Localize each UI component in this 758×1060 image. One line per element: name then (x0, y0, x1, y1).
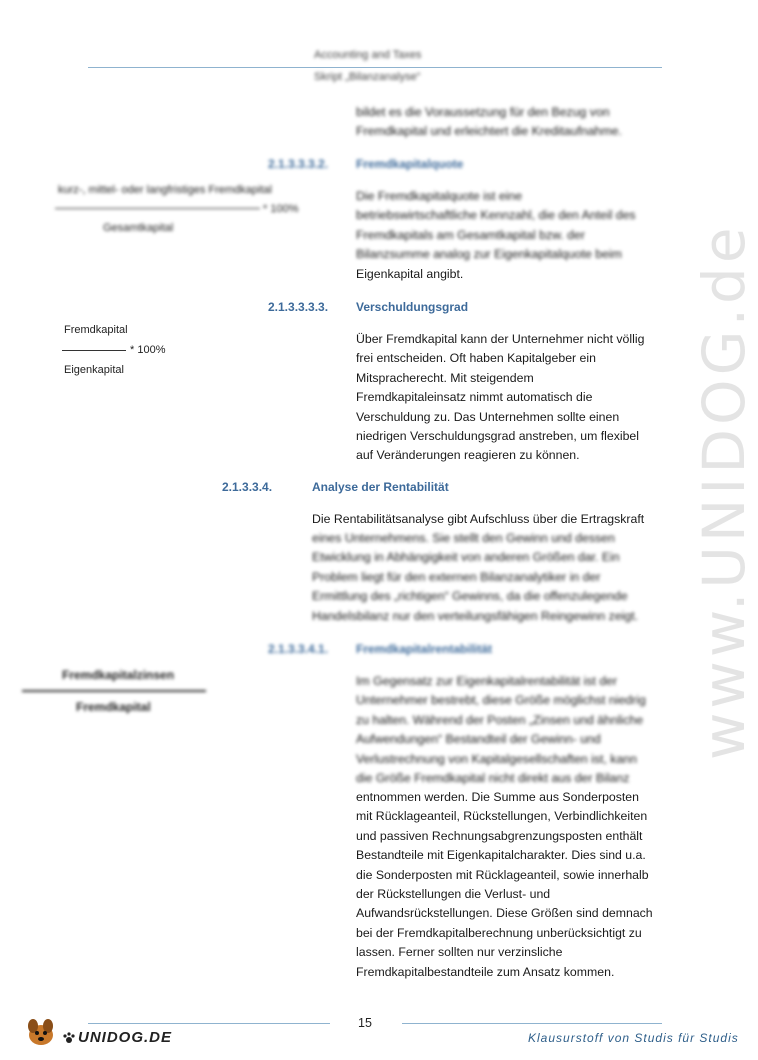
section-number: 2.1.3.3.3.3. (268, 300, 329, 314)
section-title: Fremdkapitalquote (356, 157, 464, 171)
section-title: Fremdkapitalrentabilität (356, 642, 493, 656)
fraction-line (62, 350, 126, 351)
text-line: Die Fremdkapitalquote ist eine (356, 189, 523, 203)
text-line: Fremdkapital und erleichtert die Kreditaufnahme. (356, 124, 622, 139)
text-line: entnommen werden. Die Summe aus Sonderposten (356, 790, 639, 804)
header-title: Accounting and Taxes (314, 49, 422, 61)
text-line: Die Rentabilitätsanalyse gibt Aufschluss über die Ertragskraft (312, 512, 645, 526)
text-line: frei entscheiden. Oft haben Kapitalgeber ein (356, 351, 596, 366)
header-subtitle: Skript „Bilanzanalyse“ (314, 71, 421, 83)
verschuldungsgrad-paragraph (356, 330, 644, 466)
fremdkapitalquote-paragraph (356, 187, 636, 265)
text-line: Verlustrechnung von Kapitalgesellschaften ist, kann (356, 751, 637, 766)
formula-numerator: Fremdkapitalzinsen (62, 668, 175, 682)
text-line: die Sonderposten mit Rücklageanteil, sowie innerhalb (356, 867, 649, 882)
formula-factor: * 100% (130, 344, 166, 356)
section-title: Verschuldungsgrad (356, 300, 469, 314)
text-line: betriebswirtschaftliche Kennzahl, die den Anteil des (356, 208, 636, 223)
formula-denominator: Eigenkapital (64, 364, 124, 376)
text-line: niedrigen Verschuldungsgrad anstreben, um flexibel (356, 429, 640, 444)
text-line: Etwicklung in Abhängigkeit von anderen Größen dar. Ein (312, 550, 620, 565)
formula-numerator: Fremdkapital (64, 324, 128, 336)
text-line: zu halten. Während der Posten „Zinsen und ähnliche (356, 712, 644, 727)
text-line: Bestandteile mit Eigenkapitalcharakter. Dies sind u.a. (356, 848, 646, 863)
text-line: Bilanzsumme analog zur Eigenkapitalquote beim (356, 247, 622, 262)
paw-icon (62, 1031, 76, 1045)
text-line: Ermittlung des „richtigen“ Gewinns, da die offenzulegende (312, 589, 628, 604)
section-title: Analyse der Rentabilität (312, 480, 449, 494)
text-line: Über Fremdkapital kann der Unternehmer nicht völlig (356, 332, 645, 346)
text-line: Eigenkapital angibt. (356, 267, 464, 281)
top-paragraph (356, 103, 622, 142)
text-line: Fremdkapitaleinsatz nimmt automatisch die (356, 390, 593, 405)
text-line: bildet es die Voraussetzung für den Bezug von (356, 105, 610, 119)
fraction-line (22, 690, 206, 692)
rentabilitaet-paragraph (312, 529, 638, 626)
text-line: Unternehmer bestrebt, diese Größe möglichst niedrig (356, 693, 646, 708)
text-line: Problem liegt für den externen Bilanzanalytiker in der (312, 569, 601, 584)
text-line: Verschuldung zu. Das Unternehmen sollte einen (356, 409, 620, 424)
text-line: eines Unternehmens. Sie stellt den Gewinn und dessen (312, 531, 615, 545)
text-line: der Rückstellungen die Verlust- und (356, 887, 551, 902)
text-line: Mitspracherecht. Mit steigendem (356, 370, 534, 385)
text-line: Im Gegensatz zur Eigenkapitalrentabilität ist der (356, 674, 618, 688)
text-line: auf Veränderungen reagieren zu können. (356, 448, 580, 463)
text-line: mit Rücklageanteil, Rückstellungen, Verbindlichkeiten (356, 809, 648, 824)
text-line: Fremdkapitalbestandteile zum Ansatz kommen. (356, 964, 615, 979)
formula-factor: * 100% (263, 203, 299, 215)
fk-rent-paragraph (356, 788, 653, 982)
fk-rent-paragraph-blurred (356, 672, 646, 788)
section-number: 2.1.3.3.4.1. (268, 642, 329, 656)
footer-tagline: Klausurstoff von Studis für Studis (528, 1031, 739, 1045)
formula-denominator: Fremdkapital (76, 700, 151, 714)
text-line: lassen. Ferner sollten nur verzinsliche (356, 945, 563, 960)
text-line: bei der Fremdkapitalberechnung unberücksichtigt zu (356, 925, 642, 940)
logo-text: UNIDOG.DE (78, 1029, 173, 1046)
text-line: Handelsbilanz nur den verteilungsfähigen Reingewinn zeigt. (312, 608, 639, 623)
text-line: Fremdkapitals am Gesamtkapital bzw. der (356, 227, 585, 242)
footer-rule-left (88, 1023, 330, 1024)
text-line: die Größe Fremdkapital nicht direkt aus der Bilanz (356, 771, 630, 786)
text-line: und passiven Rechnungsabgrenzungsposten enthält (356, 828, 643, 843)
section-number: 2.1.3.3.4. (222, 480, 273, 494)
text-line: Aufwendungen“ Bestandteil der Gewinn- und (356, 732, 601, 747)
footer-rule-right (402, 1023, 662, 1024)
page-number: 15 (358, 1016, 372, 1030)
watermark: www.UNIDOG.de (690, 223, 758, 760)
formula-numerator: kurz-, mittel- oder langfristiges Fremdkapital (58, 184, 272, 196)
dog-icon (24, 1016, 58, 1048)
header-rule (88, 67, 662, 68)
unidog-logo (24, 1016, 58, 1053)
section-number: 2.1.3.3.3.2. (268, 157, 329, 171)
text-line: Aufwandsrückstellungen. Diese Größen sind demnach (356, 906, 653, 921)
formula-denominator: Gesamtkapital (103, 222, 174, 234)
fraction-line (55, 208, 260, 209)
